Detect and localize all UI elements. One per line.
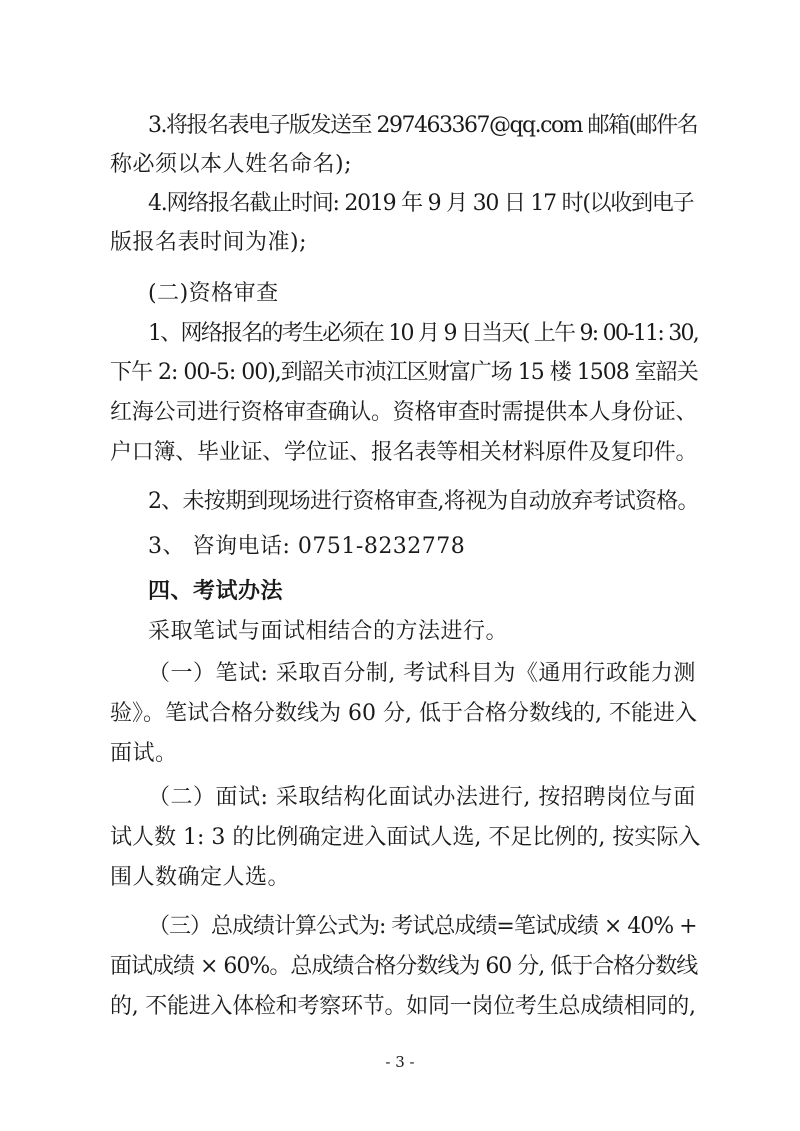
section-heading: 四、考试办法 bbox=[148, 578, 284, 604]
text-line: 红海公司进行资格审查确认。资格审查时需提供本人身份证、 bbox=[110, 400, 698, 425]
text-line: 的, 不能进入体检和考察环节。如同一岗位考生总成绩相同的, bbox=[110, 994, 696, 1019]
page-number: - 3 - bbox=[385, 1053, 415, 1071]
text-line: 下午 2: 00-5: 00),到韶关市浈江区财富广场 15 楼 1508 室韶关 bbox=[110, 360, 698, 385]
text-line: 采取笔试与面试相结合的方法进行。 bbox=[148, 619, 509, 644]
text-line: （三）总成绩计算公式为: 考试总成绩=笔试成绩 × 40% + bbox=[148, 914, 697, 939]
text-line: 试人数 1: 3 的比例确定进入面试人选, 不足比例的, 按实际入 bbox=[110, 825, 701, 850]
text-line: （二）面试: 采取结构化面试办法进行, 按招聘岗位与面 bbox=[148, 785, 696, 810]
section-heading: (二)资格审查 bbox=[148, 281, 279, 306]
text-line: 4.网络报名截止时间: 2019 年 9 月 30 日 17 时(以收到电子 bbox=[148, 191, 694, 216]
text-line: 版报名表时间为准); bbox=[110, 230, 307, 255]
text-line: 1、网络报名的考生必须在 10 月 9 日当天( 上午 9: 00-11: 30, bbox=[148, 321, 698, 346]
text-line: 验》。笔试合格分数线为 60 分, 低于合格分数线的, 不能进入 bbox=[110, 701, 697, 726]
text-line: 围人数确定人选。 bbox=[110, 865, 291, 890]
text-line: 户口簿、毕业证、学位证、报名表等相关材料原件及复印件。 bbox=[110, 440, 698, 465]
text-line: 称必须以本人姓名命名); bbox=[110, 152, 352, 177]
text-line: 面试成绩 × 60%。总成绩合格分数线为 60 分, 低于合格分数线 bbox=[110, 954, 698, 979]
text-line: 2、未按期到现场进行资格审查,将视为自动放弃考试资格。 bbox=[148, 489, 699, 514]
text-line: 3.将报名表电子版发送至 297463367@qq.com 邮箱(邮件名 bbox=[148, 113, 698, 138]
text-line: 3、 咨询电话: 0751-8232778 bbox=[148, 534, 466, 559]
text-line: 面试。 bbox=[110, 741, 178, 766]
text-line: （一）笔试: 采取百分制, 考试科目为《通用行政能力测 bbox=[148, 661, 696, 686]
